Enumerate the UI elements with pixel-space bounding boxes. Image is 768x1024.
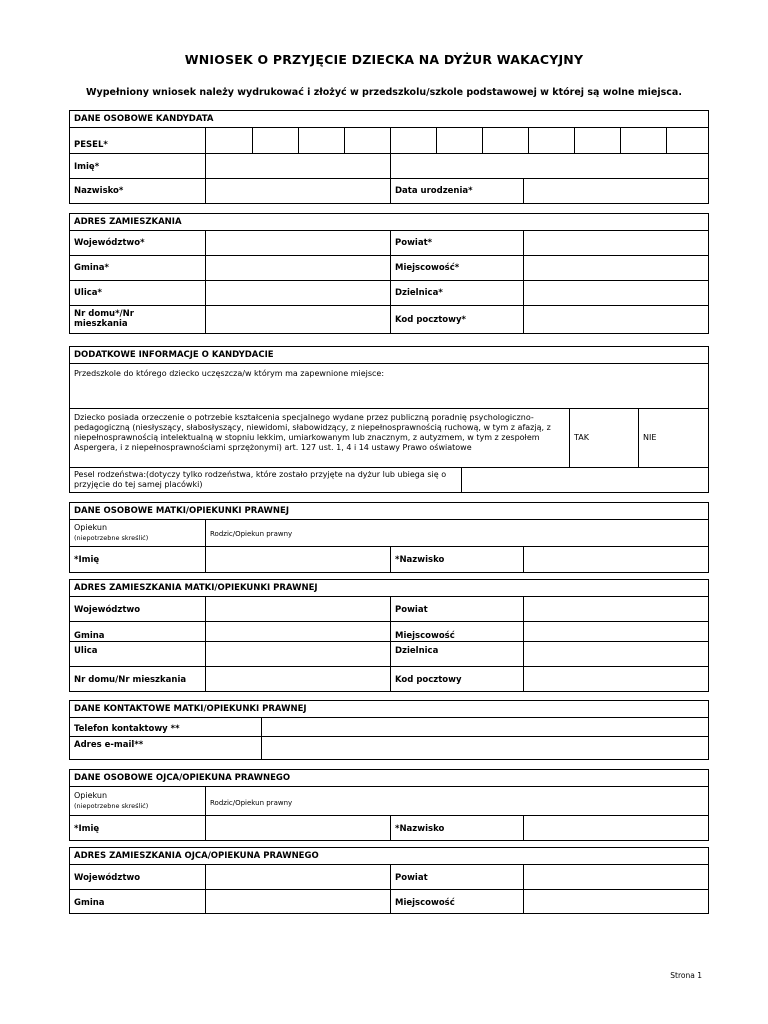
commune-field[interactable] — [205, 256, 390, 280]
section-header: DANE KONTAKTOWE MATKI/OPIEKUNKI PRAWNEJ — [74, 704, 307, 714]
county-field[interactable] — [523, 231, 708, 255]
voivodeship-field[interactable] — [205, 231, 390, 255]
street-field[interactable] — [205, 281, 390, 305]
preschool-label: Przedszkole do którego dziecko uczęszcza/w którym ma zapewnione miejsce: — [74, 369, 385, 378]
last-name-row — [70, 178, 708, 203]
voivodeship-label: Województwo* — [74, 238, 145, 248]
guardian-choice[interactable] — [205, 520, 708, 546]
mother-address-row-1 — [70, 596, 708, 621]
pesel-digit-5[interactable] — [390, 128, 436, 153]
form-title: WNIOSEK O PRZYJĘCIE DZIECKA NA DYŻUR WAKACYJNY — [184, 52, 584, 67]
father-locality-cell — [390, 890, 523, 913]
father-address-section — [69, 847, 709, 914]
special-needs-text: Dziecko posiada orzeczenie o potrzebie kształcenia specjalnego wydane przez publiczną poradnię psychologiczno-pedagogiczną (niesłyszący, słabosłyszący, niewidomi, słabowidzący, z niepełnosprawnością ruchową, w tym z afazją, z niepełnosprawnością intelektualną w stopniu lekkim, umiarkowanym lub znacznym, z autyzmem, w tym z zespołem Aspergera, i z niepełnosprawnościami sprzężonymi) art. 127 ust. 1, 4 i 14 ustawy Prawo oświatowe — [74, 413, 551, 452]
pesel-digit-8[interactable] — [528, 128, 574, 153]
postal-code-field[interactable] — [523, 306, 708, 333]
county-cell — [390, 231, 523, 255]
house-no-label: Nr domu*/Nr mieszkania — [74, 309, 134, 329]
district-label: Dzielnica* — [395, 288, 443, 298]
father-guardian-value: Rodzic/Opiekun prawny — [210, 799, 293, 807]
section-header: DANE OSOBOWE OJCA/OPIEKUNA PRAWNEGO — [74, 773, 291, 783]
locality-field[interactable] — [523, 256, 708, 280]
mother-last-name-cell — [390, 547, 523, 572]
mother-house-no-field[interactable] — [205, 667, 390, 691]
county-label: Powiat* — [395, 238, 433, 248]
mother-house-no-label: Nr domu/Nr mieszkania — [74, 675, 187, 685]
pesel-digit-3[interactable] — [298, 128, 344, 153]
father-first-name-label: *Imię — [74, 824, 100, 834]
mother-district-cell — [390, 642, 523, 666]
mother-district-label: Dzielnica — [395, 646, 439, 656]
phone-divider — [261, 717, 262, 736]
father-address-row-1 — [70, 864, 708, 889]
guardian-label — [74, 523, 148, 543]
mother-street-label: Ulica — [74, 646, 98, 656]
mother-first-name-label: *Imię — [74, 555, 100, 565]
pesel-label: PESEL* — [74, 140, 108, 150]
address-row-4 — [70, 305, 708, 333]
section-header: ADRES ZAMIESZKANIA MATKI/OPIEKUNKI PRAWNEJ — [74, 583, 318, 593]
father-commune-field[interactable] — [205, 890, 390, 913]
mother-first-name-field[interactable] — [205, 547, 390, 572]
birth-date-field[interactable] — [523, 179, 708, 203]
mother-locality-field[interactable] — [523, 622, 708, 641]
mother-email-label: Adres e-mail** — [74, 740, 144, 750]
page-number: Strona 1 — [670, 971, 702, 980]
mother-district-field[interactable] — [523, 642, 708, 666]
special-needs-row — [70, 408, 708, 467]
postal-code-cell — [390, 306, 523, 333]
pesel-digit-6[interactable] — [436, 128, 482, 153]
first-name-field[interactable] — [205, 154, 390, 178]
last-name-label: Nazwisko* — [74, 186, 124, 196]
mother-postal-code-label: Kod pocztowy — [395, 675, 462, 685]
guardian-text: Opiekun — [74, 523, 108, 532]
first-name-label: Imię* — [74, 162, 100, 172]
father-last-name-label: *Nazwisko — [395, 824, 445, 834]
form-subtitle: Wypełniony wniosek należy wydrukować i złożyć w przedszkolu/szkole podstawowej w której są wolne miejsca. — [86, 87, 682, 98]
section-header: DANE OSOBOWE MATKI/OPIEKUNKI PRAWNEJ — [74, 506, 289, 516]
section-header: DODATKOWE INFORMACJE O KANDYDACIE — [74, 350, 274, 360]
house-no-field[interactable] — [205, 306, 390, 333]
yes-label: TAK — [574, 433, 589, 442]
address-row-3 — [70, 280, 708, 305]
section-header: ADRES ZAMIESZKANIA OJCA/OPIEKUNA PRAWNEGO — [74, 851, 319, 861]
father-commune-label: Gmina — [74, 898, 105, 908]
mother-last-name-field[interactable] — [523, 547, 708, 572]
locality-cell — [390, 256, 523, 280]
mother-commune-label: Gmina — [74, 631, 105, 641]
mother-voivodeship-field[interactable] — [205, 597, 390, 621]
mother-county-field[interactable] — [523, 597, 708, 621]
pesel-digit-9[interactable] — [574, 128, 620, 153]
mother-locality-label: Miejscowość — [395, 631, 455, 641]
pesel-digit-10[interactable] — [620, 128, 666, 153]
pesel-digit-11[interactable] — [666, 128, 707, 153]
commune-label: Gmina* — [74, 263, 109, 273]
father-locality-field[interactable] — [523, 890, 708, 913]
mother-phone-label: Telefon kontaktowy ** — [74, 724, 180, 734]
mother-phone-row — [70, 717, 708, 736]
father-section — [69, 769, 709, 841]
special-needs-no[interactable] — [638, 409, 708, 467]
father-address-row-2 — [70, 889, 708, 913]
father-name-row — [70, 815, 708, 840]
mother-street-field[interactable] — [205, 642, 390, 666]
father-guardian-note: (niepotrzebne skreślić) — [74, 802, 149, 810]
father-first-name-field[interactable] — [205, 816, 390, 840]
father-voivodeship-field[interactable] — [205, 865, 390, 889]
mother-county-label: Powiat — [395, 605, 428, 615]
birth-date-label: Data urodzenia* — [395, 186, 473, 196]
district-cell — [390, 281, 523, 305]
father-locality-label: Miejscowość — [395, 898, 455, 908]
first-name-row — [70, 153, 708, 178]
preschool-row[interactable] — [70, 363, 708, 408]
father-guardian-row — [70, 786, 708, 815]
sibling-pesel-row — [70, 467, 708, 492]
mother-address-row-3 — [70, 641, 708, 666]
sibling-pesel-field[interactable] — [461, 468, 708, 492]
mother-guardian-row — [70, 519, 708, 546]
mother-section — [69, 502, 709, 573]
mother-county-cell — [390, 597, 523, 621]
pesel-digit-1[interactable] — [205, 128, 252, 153]
street-label: Ulica* — [74, 288, 102, 298]
pesel-digit-7[interactable] — [482, 128, 528, 153]
mother-name-row — [70, 546, 708, 572]
last-name-field[interactable] — [205, 179, 390, 203]
mother-locality-cell — [390, 622, 523, 641]
mother-postal-code-field[interactable] — [523, 667, 708, 691]
mother-postal-code-cell — [390, 667, 523, 691]
birth-date-cell — [390, 179, 523, 203]
guardian-note: (niepotrzebne skreślić) — [74, 534, 149, 542]
mother-last-name-label: *Nazwisko — [395, 555, 445, 565]
no-label: NIE — [643, 433, 657, 442]
postal-code-label: Kod pocztowy* — [395, 315, 466, 325]
address-section — [69, 213, 709, 334]
father-guardian-choice[interactable] — [205, 787, 708, 815]
address-row-2 — [70, 255, 708, 280]
special-needs-yes[interactable] — [569, 409, 638, 467]
father-last-name-cell — [390, 816, 523, 840]
father-county-label: Powiat — [395, 873, 428, 883]
father-voivodeship-label: Województwo — [74, 873, 141, 883]
father-guardian-text: Opiekun — [74, 791, 108, 800]
locality-label: Miejscowość* — [395, 263, 460, 273]
sibling-pesel-label: Pesel rodzeństwa:(dotyczy tylko rodzeństwa, które zostało przyjęte na dyżur lub ubiega się o przyjęcie do tej samej placówki) — [74, 470, 447, 489]
additional-info-section — [69, 346, 709, 493]
pesel-digit-4[interactable] — [344, 128, 390, 153]
district-field[interactable] — [523, 281, 708, 305]
mother-contact-section — [69, 700, 709, 760]
father-county-cell — [390, 865, 523, 889]
guardian-value: Rodzic/Opiekun prawny — [210, 530, 293, 538]
pesel-row — [70, 127, 708, 153]
father-county-field[interactable] — [523, 865, 708, 889]
section-header: ADRES ZAMIESZKANIA — [74, 217, 182, 227]
father-guardian-label — [74, 791, 148, 811]
mother-phone-field[interactable] — [261, 718, 708, 736]
pesel-digit-2[interactable] — [252, 128, 298, 153]
candidate-section — [69, 110, 709, 204]
mother-address-row-4 — [70, 666, 708, 691]
mother-voivodeship-label: Województwo — [74, 605, 141, 615]
mother-email-field[interactable] — [261, 737, 708, 759]
mother-address-row-2 — [70, 621, 708, 641]
address-row-1 — [70, 230, 708, 255]
mother-address-section — [69, 579, 709, 692]
mother-email-row — [70, 736, 708, 759]
father-last-name-field[interactable] — [523, 816, 708, 840]
first-name-extra-field[interactable] — [390, 154, 708, 178]
mother-commune-field[interactable] — [205, 622, 390, 641]
section-header: DANE OSOBOWE KANDYDATA — [74, 114, 214, 124]
